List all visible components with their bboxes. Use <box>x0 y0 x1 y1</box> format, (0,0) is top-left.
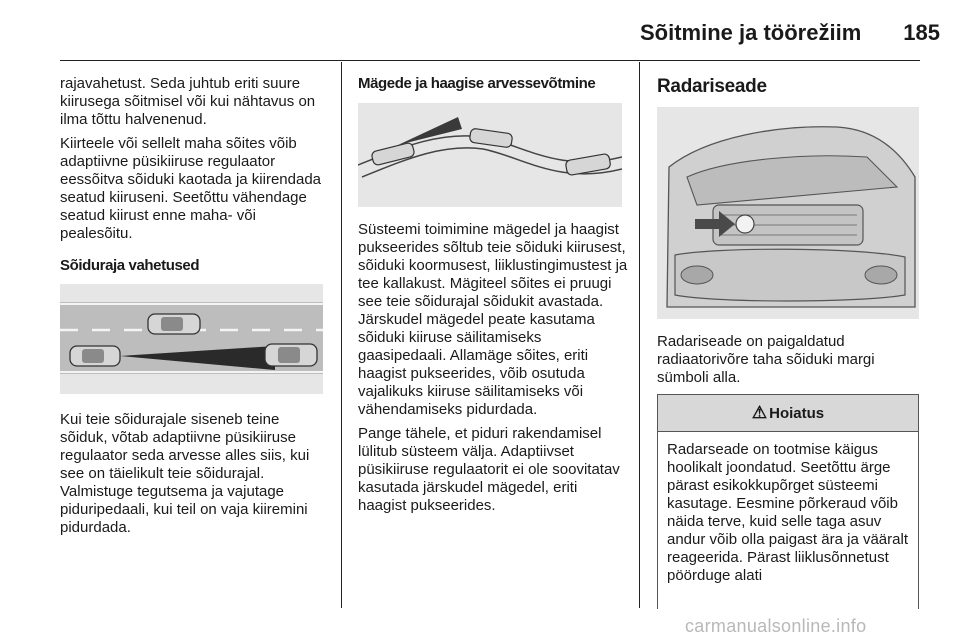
page-title: Sõitmine ja töörežiim <box>640 20 862 45</box>
column-3 <box>657 75 919 393</box>
page-number: 185 <box>903 20 940 45</box>
column-2 <box>358 75 628 521</box>
watermark: carmanualsonline.info <box>685 616 867 636</box>
paragraph: rajavahetust. Seda juhtub eriti suure kiirusega sõitmisel või kui nähtavus on ilma tõttu halvenenud. <box>60 75 316 128</box>
warning-box <box>657 394 919 609</box>
column-1 <box>60 75 328 543</box>
section-heading-radar: Radariseade <box>657 76 767 97</box>
paragraph: Pange tähele, et piduri rakendamisel lülitub süsteem välja. Adaptiivset püsikiiruse regulaatorit ei ole soovitatav kasutada järskudel mägedel, eriti haagist pukseerides. <box>358 425 620 514</box>
column-divider-2 <box>639 62 640 608</box>
paragraph: Süsteemi toimimine mägedel ja haagist pukseerides sõltub teie sõiduki kiirusest, sõiduki koormusest, liiklustingimustest ja tee kallakust. Mägiteel sõites ei pruugi see teie sõidurajal sõidukit avastada. Järskudel mägedel peate kasutama sõiduki kiiruse säilitamiseks gaasipedaali. Allamäge sõites, eriti haagist pukseerides, võib osutuda vajalikuks kiiruse säilitamiseks või vähendamiseks pidurdada. <box>358 221 628 418</box>
warning-title: Hoiatus <box>769 404 825 422</box>
subheading-hills-trailer: Mägede ja haagise arvessevõtmine <box>358 75 596 92</box>
header-divider <box>60 60 920 61</box>
subheading-lane-change: Sõiduraja vahetused <box>60 257 200 274</box>
column-divider-1 <box>341 62 342 608</box>
warning-text: Radarseade on tootmise käigus hoolikalt joondatud. Seetõttu ärge pärast esikokkupõrget süsteemi kasutage. Eesmine põrkeraud võib näida terve, kuid selle taga asuv andur võib olla paigast ära ja vääralt reageerida. Pärast liiklusõnnetust pöörduge alati <box>667 441 908 584</box>
paragraph: Radariseade on paigaldatud radiaatorivõre taha sõiduki margi sümboli alla. <box>657 333 875 386</box>
paragraph: Kui teie sõidurajale siseneb teine sõiduk, võtab adaptiivne püsikiiruse regulaator seda arvesse alles siis, kui see on täielikult teie sõidurajal. Valmistuge tegutsema ja vajutage piduripedaali, kui teil on vaja kiiremini pidurdada. <box>60 411 310 536</box>
warning-triangle-icon: ⚠ <box>751 403 768 422</box>
warning-header <box>658 395 918 432</box>
car-icon <box>70 346 120 366</box>
lane-change-illustration <box>60 284 323 394</box>
car-icon <box>148 314 200 334</box>
car-icon <box>265 344 317 366</box>
hill-driving-illustration <box>358 103 622 207</box>
paragraph: Kiirteele või sellelt maha sõites võib adaptiivne püsikiiruse regulaator eessõitva sõiduki kaotada ja kiirendada seatud kiiruseni. Seetõttu vähendage seatud kiirust enne maha- või pealesõitu. <box>60 135 321 242</box>
radar-sensor-illustration <box>657 107 919 319</box>
